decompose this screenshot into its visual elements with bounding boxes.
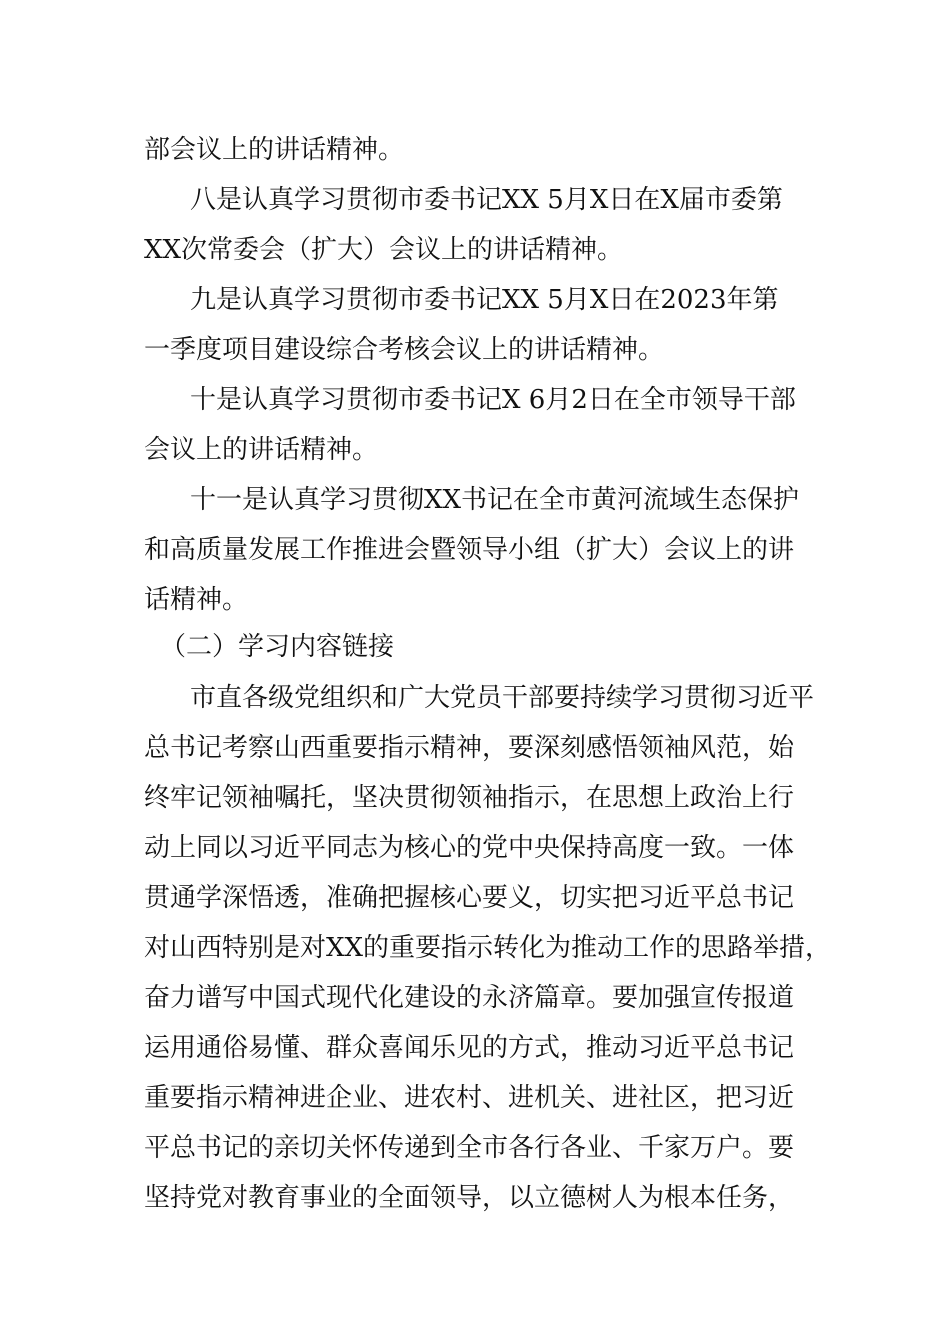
section-heading: （二）学习内容链接 <box>160 632 395 662</box>
text-line: 贯通学深悟透，准确把握核心要义，切实把习近平总书记 <box>144 883 795 913</box>
text-line: 八是认真学习贯彻市委书记XX 5月X日在X届市委第 <box>190 185 783 215</box>
text-line: 部会议上的讲话精神。 <box>144 135 405 165</box>
text-line: 对山西特别是对XX的重要指示转化为推动工作的思路举措， <box>144 933 832 963</box>
text-line: 一季度项目建设综合考核会议上的讲话精神。 <box>144 335 665 365</box>
text-line: 九是认真学习贯彻市委书记XX 5月X日在2023年第 <box>190 285 779 315</box>
text-line: 话精神。 <box>144 585 249 615</box>
text-line: 平总书记的亲切关怀传递到全市各行各业、千家万户。要 <box>144 1133 795 1163</box>
text-line: 和高质量发展工作推进会暨领导小组（扩大）会议上的讲 <box>144 535 795 565</box>
text-line: 运用通俗易懂、群众喜闻乐见的方式，推动习近平总书记 <box>144 1033 795 1063</box>
text-line: 会议上的讲话精神。 <box>144 435 379 465</box>
text-line: 终牢记领袖嘱托，坚决贯彻领袖指示，在思想上政治上行 <box>144 783 795 813</box>
text-line: XX次常委会（扩大）会议上的讲话精神。 <box>144 235 624 265</box>
text-line: 市直各级党组织和广大党员干部要持续学习贯彻习近平 <box>190 683 815 713</box>
text-line: 动上同以习近平同志为核心的党中央保持高度一致。一体 <box>144 833 795 863</box>
text-line: 重要指示精神进企业、进农村、进机关、进社区，把习近 <box>144 1083 795 1113</box>
text-line: 十一是认真学习贯彻XX书记在全市黄河流域生态保护 <box>190 485 800 515</box>
text-line: 十是认真学习贯彻市委书记X 6月2日在全市领导干部 <box>190 385 796 415</box>
text-line: 总书记考察山西重要指示精神，要深刻感悟领袖风范，始 <box>144 733 795 763</box>
text-line: 奋力谱写中国式现代化建设的永济篇章。要加强宣传报道 <box>144 983 795 1013</box>
text-line: 坚持党对教育事业的全面领导，以立德树人为根本任务， <box>144 1183 795 1213</box>
